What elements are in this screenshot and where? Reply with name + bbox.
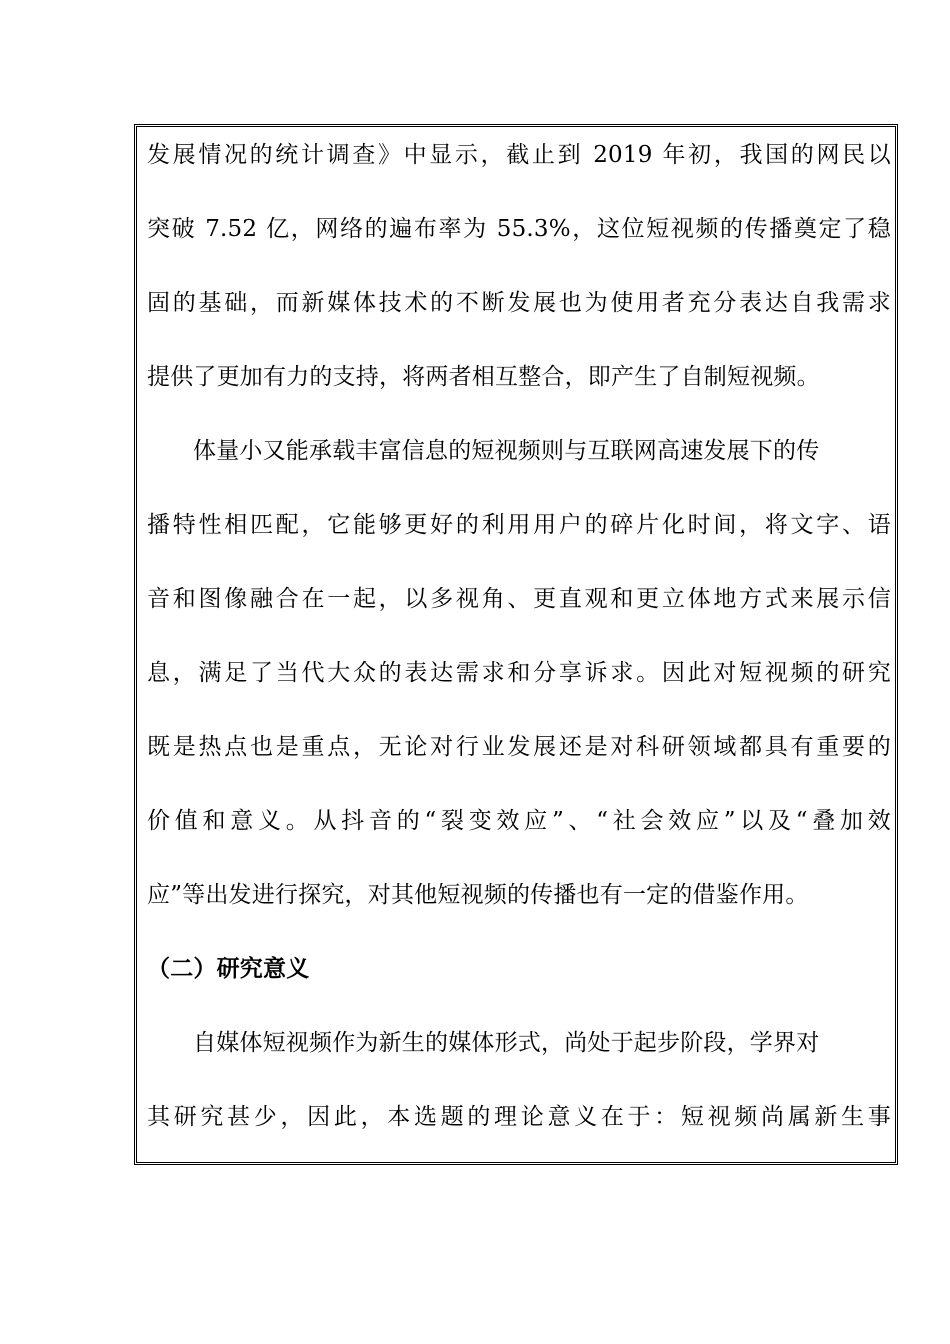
paragraph-line: 音和图像融合在一起，以多视角、更直观和更立体地方式来展示信	[147, 586, 891, 612]
paragraph-line: 自媒体短视频作为新生的媒体形式，尚处于起步阶段，学界对	[193, 1030, 820, 1056]
paragraph-line: 应”等出发进行探究，对其他短视频的传播也有一定的借鉴作用。	[147, 882, 809, 908]
paragraph-line: 发展情况的统计调查》中显示，截止到 2019 年初，我国的网民以	[147, 142, 891, 168]
paragraph-line: 体量小又能承载丰富信息的短视频则与互联网高速发展下的传	[193, 438, 820, 464]
paragraph-line: 播特性相匹配，它能够更好的利用用户的碎片化时间，将文字、语	[147, 512, 891, 538]
paragraph-line: 价值和意义。从抖音的“裂变效应”、“社会效应”以及“叠加效	[147, 808, 891, 834]
paragraph-line: 突破 7.52 亿，网络的遍布率为 55.3%，这位短视频的传播奠定了稳	[147, 216, 891, 242]
paragraph-line: 固的基础，而新媒体技术的不断发展也为使用者充分表达自我需求	[147, 290, 891, 316]
paragraph-line: 息，满足了当代大众的表达需求和分享诉求。因此对短视频的研究	[147, 660, 891, 686]
paragraph-line: 提供了更加有力的支持，将两者相互整合，即产生了自制短视频。	[147, 364, 820, 390]
document-table-cell	[134, 124, 898, 1165]
paragraph-line: 其研究甚少，因此，本选题的理论意义在于：短视频尚属新生事	[147, 1104, 891, 1130]
section-heading: （二）研究意义	[147, 955, 310, 982]
paragraph-line: 既是热点也是重点，无论对行业发展还是对科研领域都具有重要的	[147, 734, 891, 760]
